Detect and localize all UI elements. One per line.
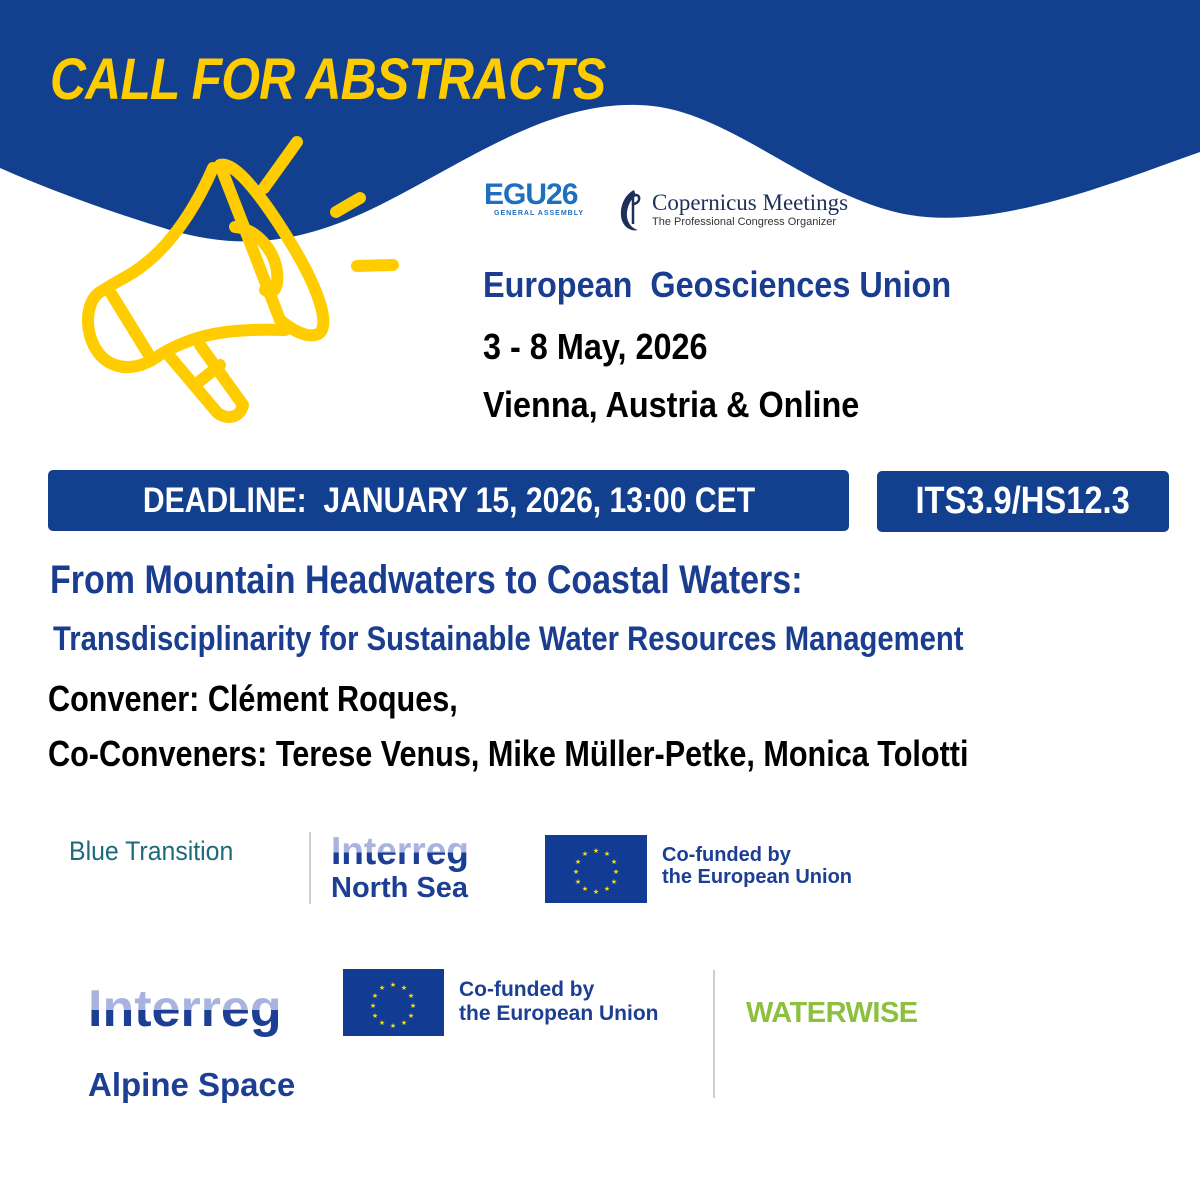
session-title: From Mountain Headwaters to Coastal Waters: [50,558,803,602]
svg-text:★: ★ [400,1019,408,1027]
svg-text:★: ★ [610,858,618,866]
north-sea-label: North Sea [331,872,468,904]
svg-text:★: ★ [389,1022,397,1030]
copernicus-emblem-icon [616,186,642,234]
copernicus-logo-text: Copernicus Meetings [652,190,849,215]
svg-text:★: ★ [574,878,582,886]
eu-flag-icon [545,835,647,903]
svg-text:★: ★ [603,885,611,893]
logo-divider [713,970,715,1098]
svg-text:★: ★ [574,858,582,866]
svg-text:★: ★ [409,1002,417,1010]
svg-text:★: ★ [371,1012,379,1020]
session-code-badge [877,471,1169,532]
interreg-wordmark: Interreg [331,830,469,873]
alpine-space-label: Alpine Space [88,1066,296,1103]
svg-text:★: ★ [378,984,386,992]
svg-text:★: ★ [400,984,408,992]
egu26-logo-text: EGU26 [484,178,578,211]
megaphone-icon [60,120,420,440]
svg-text:★: ★ [592,888,600,896]
event-dates: 3 - 8 May, 2026 [483,326,708,367]
interreg-alpine-space-logo [88,980,282,1038]
egu26-logo [484,180,584,217]
svg-text:★: ★ [581,850,589,858]
svg-text:★: ★ [369,1002,377,1010]
svg-text:★: ★ [592,847,600,855]
session-subtitle: Transdisciplinarity for Sustainable Water Resources Management [53,620,964,658]
egu26-logo-subtitle: GENERAL ASSEMBLY [494,210,585,217]
deadline-text: DEADLINE: JANUARY 15, 2026, 13:00 CET [142,480,755,520]
waterwise-logo: WATERWISE [746,997,918,1029]
logo-divider [309,832,311,904]
copernicus-meetings-logo [616,186,848,234]
cofunded-eu-text-2 [459,978,659,1025]
event-organizer: European Geosciences Union [483,264,952,305]
cofunded-line-2: the European Union [459,1001,659,1025]
cofunded-line-1: Co-funded by [662,844,791,866]
interreg-wordmark: Interreg [88,980,282,1038]
co-conveners: Co-Conveners: Terese Venus, Mike Müller-Petke, Monica Tolotti [48,733,969,774]
svg-text:★: ★ [610,878,618,886]
copernicus-logo-subtitle: The Professional Congress Organizer [652,216,837,228]
svg-text:★: ★ [581,885,589,893]
svg-text:★: ★ [378,1019,386,1027]
svg-text:★: ★ [603,850,611,858]
session-code-text: ITS3.9/HS12.3 [915,480,1131,522]
svg-text:★: ★ [407,1012,415,1020]
svg-text:★: ★ [612,868,620,876]
svg-text:★: ★ [407,992,415,1000]
svg-text:★: ★ [371,992,379,1000]
cofunded-eu-text-1 [662,844,852,889]
svg-text:★: ★ [572,868,580,876]
cofunded-line-1: Co-funded by [459,978,595,1001]
eu-flag-icon [343,969,444,1036]
convener: Convener: Clément Roques, [48,678,458,719]
event-location: Vienna, Austria & Online [483,384,860,425]
svg-text:★: ★ [389,981,397,989]
deadline-badge [48,470,849,531]
call-for-abstracts-title: CALL FOR ABSTRACTS [50,47,606,112]
interreg-north-sea-logo [331,832,469,871]
cofunded-line-2: the European Union [662,866,852,889]
blue-transition-logo: Blue Transition [69,836,234,866]
